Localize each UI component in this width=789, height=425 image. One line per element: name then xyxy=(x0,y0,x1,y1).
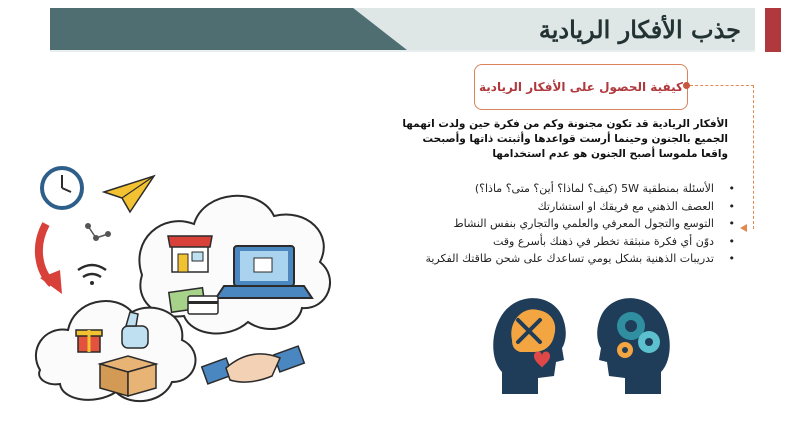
bullet-item: • العصف الذهني مع فريقك او استشارتك xyxy=(400,198,740,216)
intro-paragraph: الأفكار الريادية قد تكون مجنونة وكم من فكرة حين ولدت اتهمها الجميع بالجنون وحينما أرست قواعدها وأثبتت ذاتها وأصبحت واقعا ملموسا أصبح الجنون هو عدم استخدامها xyxy=(402,118,728,160)
title-accent-bar xyxy=(765,8,781,52)
head-tools-heart-icon xyxy=(488,290,568,395)
curved-arrow-icon xyxy=(39,224,62,294)
handshake-icon xyxy=(202,346,305,384)
paper-plane-icon xyxy=(104,176,154,212)
gift-icon xyxy=(76,330,102,352)
subtitle-text: كيفية الحصول على الأفكار الريادية xyxy=(479,80,683,94)
subtitle-box xyxy=(474,64,688,110)
connector-arrowhead xyxy=(740,224,747,232)
network-icon xyxy=(85,223,111,241)
wifi-icon xyxy=(78,265,106,285)
bullet-item: • التوسع والتجول المعرفي والعلمي والتجاري بنفس النشاط xyxy=(400,215,740,233)
head-gears-icon xyxy=(595,290,675,395)
bullet-item: • دوّن أي فكرة منبثقة تخطر في ذهنك بأسرع وقت xyxy=(400,233,740,251)
clock-icon xyxy=(42,168,82,208)
title-banner-underline xyxy=(50,50,755,52)
bullet-item: • الأسئلة بمنطقية 5W (كيف؟ لماذا؟ أين؟ متى؟ ماذا؟) xyxy=(400,180,740,198)
bullet-item: • تدريبات الذهنية بشكل يومي تساعدك على شحن طاقتك الفكرية xyxy=(400,250,740,268)
bullet-list xyxy=(400,180,740,268)
ideas-illustration xyxy=(22,150,342,420)
box-icon xyxy=(100,356,156,396)
slide-title: جذب الأفكار الريادية xyxy=(538,15,741,44)
store-icon xyxy=(168,236,212,272)
connector-dot xyxy=(683,82,690,89)
